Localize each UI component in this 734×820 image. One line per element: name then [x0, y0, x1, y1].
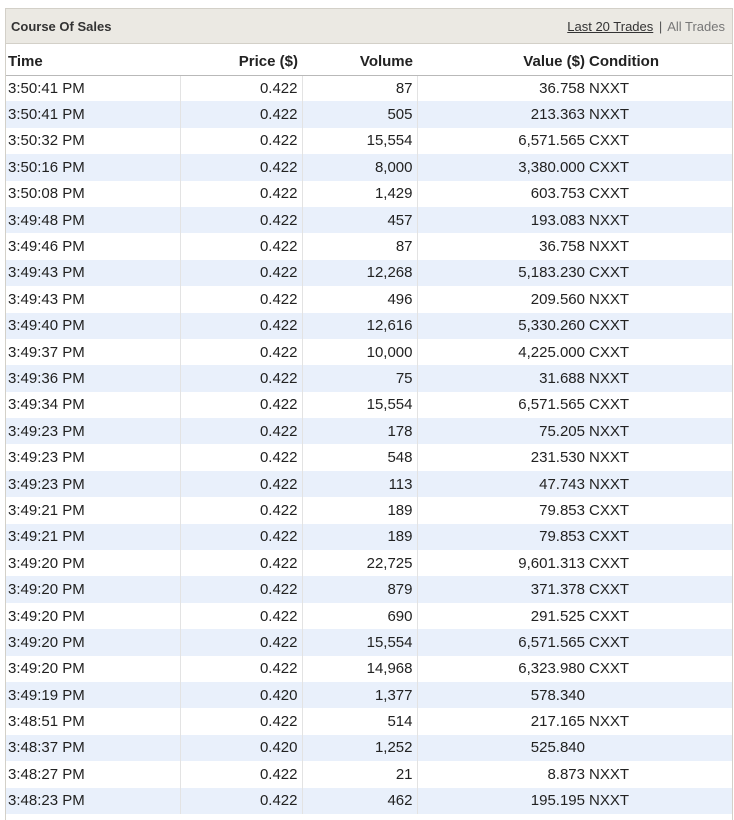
cell-volume: 690 [302, 603, 417, 629]
cell-value: 31.688 [417, 365, 589, 391]
cell-time: 3:48:27 PM [6, 761, 180, 787]
table-row [6, 524, 732, 550]
cell-condition: NXXT [589, 233, 732, 259]
cell-volume: 22,725 [302, 550, 417, 576]
cell-price: 0.422 [180, 550, 302, 576]
cell-price: 0.422 [180, 603, 302, 629]
cell-condition: CXXT [589, 576, 732, 602]
cell-condition: CXXT [589, 154, 732, 180]
cell-value: 6,571.565 [417, 128, 589, 154]
cell-condition: CXXT [589, 181, 732, 207]
cell-condition [589, 682, 732, 708]
cell-price: 0.422 [180, 207, 302, 233]
cell-volume: 15,554 [302, 392, 417, 418]
cell-condition: CXXT [589, 392, 732, 418]
cell-time: 3:49:40 PM [6, 313, 180, 339]
cell-value: 578.340 [417, 682, 589, 708]
cell-volume: 87 [302, 233, 417, 259]
cell-condition: NXXT [589, 471, 732, 497]
cell-condition: CXXT [589, 313, 732, 339]
table-row [6, 550, 732, 576]
table-row [6, 576, 732, 602]
table-row [6, 75, 732, 101]
cell-time: 3:49:20 PM [6, 576, 180, 602]
cell-value: 79.853 [417, 524, 589, 550]
cell-value: 603.753 [417, 181, 589, 207]
cell-value: 4,225.000 [417, 339, 589, 365]
trades-table-body [6, 75, 732, 814]
cell-price: 0.420 [180, 682, 302, 708]
cell-time: 3:50:16 PM [6, 154, 180, 180]
table-row [6, 761, 732, 787]
cell-condition: CXXT [589, 339, 732, 365]
cell-volume: 1,252 [302, 735, 417, 761]
cell-value: 8.873 [417, 761, 589, 787]
cell-time: 3:50:08 PM [6, 181, 180, 207]
cell-value: 371.378 [417, 576, 589, 602]
cell-price: 0.422 [180, 629, 302, 655]
cell-time: 3:49:43 PM [6, 260, 180, 286]
cell-volume: 548 [302, 444, 417, 470]
table-row [6, 497, 732, 523]
panel-title: Course Of Sales [11, 18, 112, 34]
cell-volume: 496 [302, 286, 417, 312]
cell-time: 3:49:20 PM [6, 603, 180, 629]
cell-volume: 21 [302, 761, 417, 787]
cell-time: 3:49:21 PM [6, 497, 180, 523]
cell-price: 0.422 [180, 101, 302, 127]
cell-value: 231.530 [417, 444, 589, 470]
column-header-time: Time [6, 44, 180, 75]
cell-price: 0.422 [180, 418, 302, 444]
last-20-trades-link[interactable]: Last 20 Trades [567, 18, 654, 34]
cell-price: 0.422 [180, 444, 302, 470]
cell-volume: 1,377 [302, 682, 417, 708]
cell-condition: CXXT [589, 260, 732, 286]
table-row [6, 128, 732, 154]
cell-condition: NXXT [589, 444, 732, 470]
panel-header [6, 9, 732, 44]
cell-value: 209.560 [417, 286, 589, 312]
column-header-price: Price ($) [180, 44, 302, 75]
cell-volume: 189 [302, 497, 417, 523]
cell-condition: NXXT [589, 286, 732, 312]
cell-price: 0.422 [180, 761, 302, 787]
cell-volume: 15,554 [302, 128, 417, 154]
cell-time: 3:49:20 PM [6, 629, 180, 655]
cell-volume: 189 [302, 524, 417, 550]
cell-volume: 14,968 [302, 656, 417, 682]
table-row [6, 101, 732, 127]
all-trades-link[interactable]: All Trades [667, 18, 725, 34]
table-row [6, 735, 732, 761]
cell-time: 3:49:48 PM [6, 207, 180, 233]
cell-condition: CXXT [589, 629, 732, 655]
cell-value: 9,601.313 [417, 550, 589, 576]
table-row [6, 365, 732, 391]
cell-condition: NXXT [589, 207, 732, 233]
cell-volume: 505 [302, 101, 417, 127]
cell-price: 0.420 [180, 735, 302, 761]
table-row [6, 682, 732, 708]
cell-condition: NXXT [589, 708, 732, 734]
cell-condition: CXXT [589, 497, 732, 523]
cell-time: 3:48:23 PM [6, 788, 180, 814]
cell-condition: NXXT [589, 788, 732, 814]
cell-condition: CXXT [589, 550, 732, 576]
cell-volume: 879 [302, 576, 417, 602]
cell-value: 217.165 [417, 708, 589, 734]
table-row [6, 471, 732, 497]
cell-price: 0.422 [180, 524, 302, 550]
cell-price: 0.422 [180, 181, 302, 207]
cell-price: 0.422 [180, 75, 302, 101]
cell-time: 3:49:43 PM [6, 286, 180, 312]
table-row [6, 444, 732, 470]
cell-value: 79.853 [417, 497, 589, 523]
cell-time: 3:50:41 PM [6, 75, 180, 101]
cell-volume: 1,429 [302, 181, 417, 207]
cell-price: 0.422 [180, 339, 302, 365]
cell-price: 0.422 [180, 656, 302, 682]
cell-price: 0.422 [180, 471, 302, 497]
table-row [6, 708, 732, 734]
trades-table [6, 44, 732, 814]
cell-time: 3:49:23 PM [6, 471, 180, 497]
cell-time: 3:50:32 PM [6, 128, 180, 154]
table-row [6, 629, 732, 655]
table-row [6, 603, 732, 629]
cell-value: 47.743 [417, 471, 589, 497]
cell-time: 3:49:37 PM [6, 339, 180, 365]
cell-value: 195.195 [417, 788, 589, 814]
table-row [6, 260, 732, 286]
cell-value: 6,571.565 [417, 629, 589, 655]
cell-volume: 514 [302, 708, 417, 734]
cell-value: 36.758 [417, 233, 589, 259]
cell-volume: 75 [302, 365, 417, 391]
table-row [6, 313, 732, 339]
cell-value: 213.363 [417, 101, 589, 127]
column-header-condition: Condition [589, 44, 732, 75]
cell-value: 193.083 [417, 207, 589, 233]
cell-volume: 12,616 [302, 313, 417, 339]
cell-value: 6,323.980 [417, 656, 589, 682]
table-row [6, 418, 732, 444]
cell-value: 525.840 [417, 735, 589, 761]
cell-condition: CXXT [589, 656, 732, 682]
table-row [6, 339, 732, 365]
cell-condition: NXXT [589, 101, 732, 127]
cell-time: 3:49:46 PM [6, 233, 180, 259]
cell-volume: 113 [302, 471, 417, 497]
cell-value: 75.205 [417, 418, 589, 444]
cell-condition: NXXT [589, 365, 732, 391]
table-header-row [6, 44, 732, 75]
cell-time: 3:49:19 PM [6, 682, 180, 708]
cell-volume: 15,554 [302, 629, 417, 655]
cell-condition: CXXT [589, 603, 732, 629]
cell-time: 3:49:34 PM [6, 392, 180, 418]
cell-condition: NXXT [589, 75, 732, 101]
trade-filter-links [567, 19, 725, 34]
cell-price: 0.422 [180, 708, 302, 734]
cell-volume: 457 [302, 207, 417, 233]
cell-price: 0.422 [180, 392, 302, 418]
cell-price: 0.422 [180, 233, 302, 259]
cell-condition: CXXT [589, 524, 732, 550]
cell-time: 3:48:51 PM [6, 708, 180, 734]
cell-price: 0.422 [180, 497, 302, 523]
course-of-sales-panel [5, 8, 733, 820]
cell-value: 5,330.260 [417, 313, 589, 339]
table-row [6, 207, 732, 233]
cell-value: 6,571.565 [417, 392, 589, 418]
cell-value: 3,380.000 [417, 154, 589, 180]
cell-price: 0.422 [180, 154, 302, 180]
cell-time: 3:49:20 PM [6, 550, 180, 576]
table-row [6, 154, 732, 180]
cell-volume: 178 [302, 418, 417, 444]
column-header-value: Value ($) [417, 44, 589, 75]
link-separator: | [658, 18, 663, 34]
cell-volume: 462 [302, 788, 417, 814]
cell-value: 291.525 [417, 603, 589, 629]
cell-value: 5,183.230 [417, 260, 589, 286]
cell-price: 0.422 [180, 260, 302, 286]
cell-value: 36.758 [417, 75, 589, 101]
column-header-volume: Volume [302, 44, 417, 75]
table-row [6, 286, 732, 312]
cell-time: 3:50:41 PM [6, 101, 180, 127]
table-row [6, 181, 732, 207]
cell-volume: 8,000 [302, 154, 417, 180]
cell-volume: 12,268 [302, 260, 417, 286]
cell-time: 3:49:23 PM [6, 418, 180, 444]
table-row [6, 656, 732, 682]
cell-volume: 10,000 [302, 339, 417, 365]
cell-price: 0.422 [180, 313, 302, 339]
cell-price: 0.422 [180, 788, 302, 814]
cell-price: 0.422 [180, 576, 302, 602]
cell-condition: NXXT [589, 761, 732, 787]
cell-time: 3:49:20 PM [6, 656, 180, 682]
cell-price: 0.422 [180, 286, 302, 312]
cell-condition: NXXT [589, 418, 732, 444]
cell-time: 3:49:21 PM [6, 524, 180, 550]
cell-time: 3:48:37 PM [6, 735, 180, 761]
cell-volume: 87 [302, 75, 417, 101]
cell-time: 3:49:36 PM [6, 365, 180, 391]
cell-time: 3:49:23 PM [6, 444, 180, 470]
table-row [6, 392, 732, 418]
cell-price: 0.422 [180, 365, 302, 391]
cell-price: 0.422 [180, 128, 302, 154]
table-row [6, 233, 732, 259]
cell-condition [589, 735, 732, 761]
table-row [6, 788, 732, 814]
cell-condition: CXXT [589, 128, 732, 154]
